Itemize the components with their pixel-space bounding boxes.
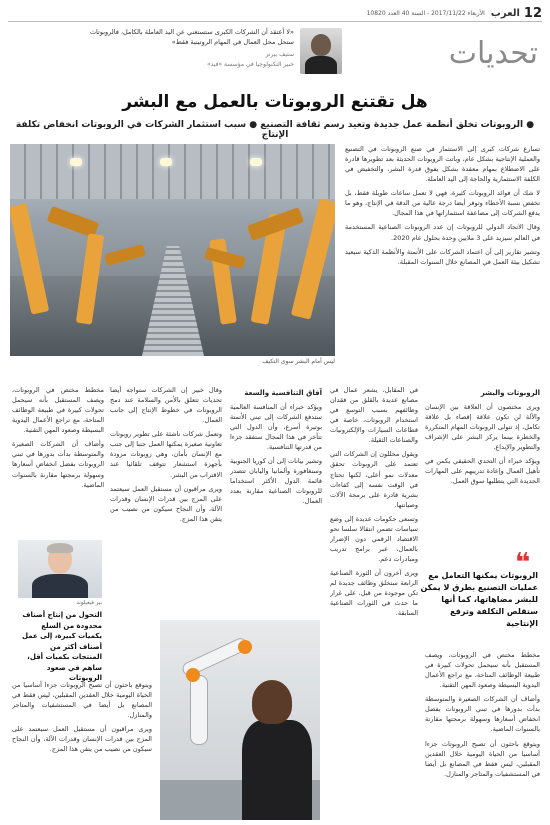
article-column-3	[230, 385, 322, 615]
page-number: 12	[523, 6, 542, 21]
ceiling-light	[250, 158, 262, 166]
cobot-joint	[186, 668, 200, 682]
paragraph: ويرى مراقبون أن مستقبل العمل سيعتمد على المزج بين قدرات الإنسان وقدرات الآلة، وأن النجاح سيكون من نصيب من يتقن هذا المزج.	[12, 725, 152, 754]
article-subhead: ● الروبوتات تخلق أنظمة عمل جديدة وتعيد رسم ثقافة التصنيع ● سبب استثمار الشركات في الروبوتات انخفاض تكلفة الإنتاج	[15, 120, 535, 140]
portrait-caption: بير فيغيلوند	[76, 600, 102, 606]
paragraph: مخطط مختص في الروبوتات، ويصف المستقبل بأنه سيحمل تحولات كبيرة في طبيعة الوظائف المتاحة، مع تراجع الأعمال اليدوية البسيطة وصعود المهن التقنية.	[12, 386, 104, 435]
paragraph: وتعمل شركات ناشئة على تطوير روبوتات تعاونية صغيرة يمكنها العمل جنبا إلى جنب مع الإنسان بأمان، وهي روبوتات مزودة بأجهزة استشعار تتوقف تلقائيا عند الاقتراب من البشر.	[110, 430, 222, 479]
worker-head	[252, 680, 292, 724]
paragraph: في المقابل، يشعر عمال في مصانع عديدة بالقلق من فقدان وظائفهم بسبب التوسع في استخدام الروبوتات، خاصة في قطاعات السيارات والإلكترونيات والصناعات الثقيلة.	[330, 386, 418, 445]
author-name: ستيف بيرنز	[265, 50, 294, 58]
portrait-quote: التحول من إنتاج أصناف محدودة من السلع بكميات كبيرة، إلى عمل أصناف أكثر من المنتجات بكميات أقل، ساهم في صعود الروبوتات	[22, 611, 102, 682]
portrait-suit	[32, 574, 88, 598]
expert-portrait	[18, 540, 102, 598]
article-column-1b	[425, 385, 540, 545]
paragraph: وأضاف أن الشركات الصغيرة والمتوسطة بدأت بدورها في تبني الروبوتات بفضل انخفاض أسعارها وسهولة برمجتها مقارنة بالسنوات الماضية.	[425, 695, 540, 734]
paragraph: تسارع شركات كبرى إلى الاستثمار في صنع الروبوتات في التصنيع والعملية الإنتاجية بشكل عام، وباتت الروبوتات الحديثة بعد تطويرها قادرة على الاضطلاع بمهام معقدة بشكل يفوق قدرة البشر، والتخفيض في الكلفة الاستثمارية والحاجة إلى اليد العاملة.	[345, 145, 540, 184]
paragraph: وقال الاتحاد الدولي للروبوتات إن عدد الروبوتات الصناعية المستخدمة في العالم سيزيد على 3 ملايين وحدة بحلول عام 2020.	[345, 223, 540, 242]
paragraph: وقال خبير إن الشركات ستواجه أيضا تحديات تتعلق بالأمن والسلامة عند دمج الروبوتات في خطوط الإنتاج إلى جانب العمال.	[110, 386, 222, 425]
article-column-4	[110, 385, 222, 615]
paragraph: وتشير بيانات إلى أن كوريا الجنوبية وسنغافورة وألمانيا واليابان تتصدر قائمة الدول الأكثر استخداما للروبوتات الصناعية مقارنة بعدد العمال.	[230, 457, 322, 506]
paragraph: وتسعى حكومات عديدة إلى وضع سياسات تضمن انتقالا سلسا نحو الاقتصاد الرقمي دون الإضرار بالعمال، عبر برامج تدريب ومبادرات دعم.	[330, 514, 418, 563]
paragraph: ويرى آخرون أن الثورة الصناعية الرابعة ستخلق وظائف جديدة لم تكن موجودة من قبل، على غرار ما حدث في الثورات الصناعية السابقة.	[330, 569, 418, 618]
cobot-joint	[238, 640, 252, 654]
factory-roof	[10, 144, 335, 199]
paragraph: ويؤكد خبراء أن التحدي الحقيقي يكمن في تأهيل العمال وإعادة تدريبهم على المهارات الجديدة التي يتطلبها سوق العمل.	[425, 457, 540, 486]
pull-quote: الروبوتات يمكنها التعامل مع عمليات التصنيع بطرق لا يمكن للبشر مضاهاتها، كما أنها ستقلص التكلفة وترفع الإنتاجية	[420, 571, 538, 628]
author-text	[84, 28, 294, 68]
author-role: خبير التكنولوجيا في مؤسسة «فيد»	[206, 60, 294, 68]
portrait-hair	[47, 543, 73, 553]
robot-arm	[104, 244, 146, 266]
article-column-2	[330, 385, 418, 818]
article-column-6	[12, 680, 152, 818]
paragraph: مخطط مختص في الروبوتات، ويصف المستقبل بأنه سيحمل تحولات كبيرة في طبيعة الوظائف المتاحة، مع تراجع الأعمال اليدوية البسيطة وصعود المهن التقنية.	[425, 651, 540, 690]
paragraph: ويرى مراقبون أن مستقبل العمل سيعتمد على المزج بين قدرات الإنسان وقدرات الآلة، وأن النجاح سيكون من نصيب من يتقن هذا المزج.	[110, 484, 222, 523]
ceiling-light	[70, 158, 82, 166]
paragraph: وأضاف أن الشركات الصغيرة والمتوسطة بدأت بدورها في تبني الروبوتات بفضل انخفاض أسعارها وسهولة برمجتها مقارنة بالسنوات الماضية.	[12, 440, 104, 489]
worker-body	[242, 720, 312, 820]
image-caption: ليس أمام البشر سوى التكيف	[262, 358, 335, 365]
issue-line: الأربعاء 2017/11/22 - السنة 40 العدد 10820	[366, 10, 485, 17]
paragraph: لا شك أن فوائد الروبوتات كثيرة، فهي لا تعمل ساعات طويلة فقط، بل تخفض نسبة الأخطاء وتوفر أيضا درجة عالية من الدقة في الإنتاج، وهو ما يدفع الشركات إلى مضاعفة استثماراتها في هذا المجال.	[345, 189, 540, 218]
article-column-1	[345, 144, 540, 379]
cobot-worker-photo	[160, 620, 320, 820]
paragraph: ويرى مختصون أن العلاقة بين الإنسان والآلة لن تكون علاقة إقصاء بل علاقة تكامل، إذ تتولى الروبوتات المهام المتكررة والخطرة بينما يركز البشر على الإشراف والتطوير والإبداع.	[425, 402, 540, 452]
paragraph: وتشير تقارير إلى أن اعتماد الشركات على الأتمتة والأنظمة الذكية سيعيد تشكيل بيئة العمل في المصانع خلال السنوات المقبلة.	[345, 247, 540, 266]
column-subheading: آفاق التنافسية والسعة	[244, 389, 322, 397]
column-subheading: الروبوتات والبشر	[480, 389, 540, 397]
article-column-1c	[425, 650, 540, 818]
ceiling-light	[160, 158, 172, 166]
paragraph: ويقول محللون إن الشركات التي تعتمد على الروبوتات تحقق معدلات نمو أعلى، لكنها تحتاج في الوقت نفسه إلى كفاءات بشرية قادرة على برمجة الآلات وصيانتها.	[330, 450, 418, 509]
factory-robots-image	[10, 144, 335, 356]
paragraph: ويؤكد خبراء أن المنافسة العالمية ستدفع الشركات إلى تبني الأتمتة بوتيرة أسرع، وأن الدول التي تتأخر في هذا المجال ستفقد جزءا من قدرتها التنافسية.	[230, 402, 322, 452]
author-quote-box	[12, 28, 342, 84]
newspaper-name: العرب	[490, 8, 520, 19]
article-column-5	[12, 385, 104, 535]
page-header	[8, 6, 542, 22]
section-title: تحديات	[448, 36, 538, 71]
author-photo	[300, 28, 342, 74]
paragraph: ويتوقع باحثون أن تصبح الروبوتات جزءا أساسيا من الحياة اليومية خلال العقدين المقبلين، ليس فقط في المصانع بل أيضا في المستشفيات والمتاجر والمنازل.	[425, 739, 540, 778]
author-quote: «لا أعتقد أن الشركات الكبرى ستستغني عن اليد العاملة بالكامل، فالروبوتات ستحل محل العمال في المهام الروتينية فقط»	[89, 28, 294, 46]
paragraph: ويتوقع باحثون أن تصبح الروبوتات جزءا أساسيا من الحياة اليومية خلال العقدين المقبلين، ليس فقط في المصانع بل أيضا في المستشفيات والمتاجر والمنازل.	[12, 681, 152, 720]
cobot-base	[190, 675, 208, 745]
quote-mark-icon: ❝	[515, 548, 531, 578]
article-headline: هل تقتنع الروبوتات بالعمل مع البشر	[122, 92, 428, 112]
